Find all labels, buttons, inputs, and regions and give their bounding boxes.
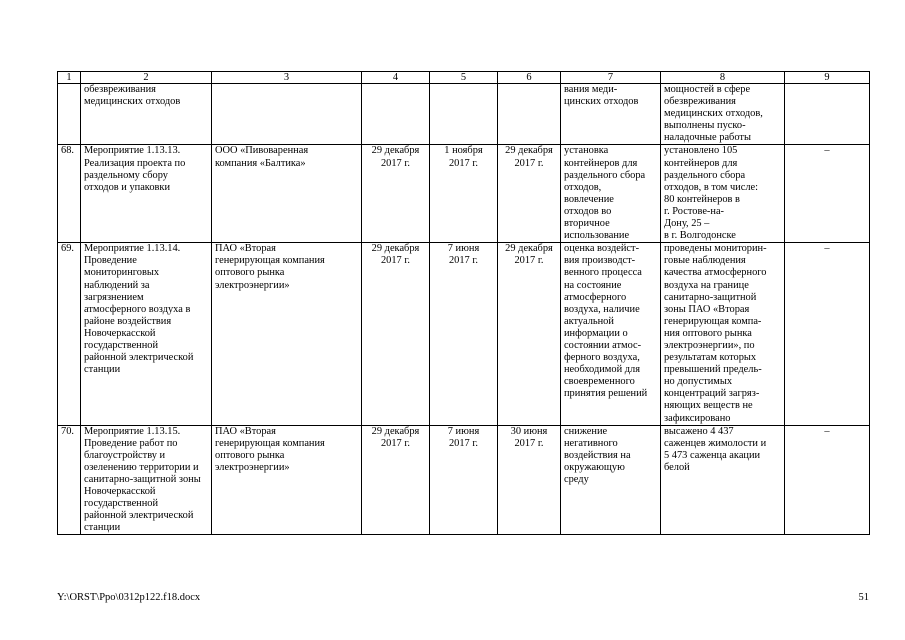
column-number-row xyxy=(58,72,870,84)
actual-start-cell: 1 ноября 2017 г. xyxy=(430,145,498,243)
note-cell xyxy=(785,84,870,145)
header-cell: 7 xyxy=(561,72,661,84)
page-number: 51 xyxy=(858,592,869,603)
row-number: 68. xyxy=(58,145,81,243)
header-cell: 3 xyxy=(212,72,362,84)
planned-date-cell: 29 декабря 2017 г. xyxy=(362,425,430,535)
expected-result-cell: снижение негативного воздействия на окружающую среду xyxy=(561,425,661,535)
header-cell: 2 xyxy=(81,72,212,84)
document-path: Y:\ORST\Ppo\0312p122.f18.docx xyxy=(57,592,201,603)
row-number xyxy=(58,84,81,145)
actual-start-cell: 7 июня 2017 г. xyxy=(430,243,498,425)
actual-end-cell: 29 декабря 2017 г. xyxy=(498,243,561,425)
actual-result-cell: проведены мониторин- говые наблюдения качества атмосферного воздуха на границе санитарно-защитной зоны ПАО «Вторая генерирующая компа- ния оптового рынка электроэнергии», по результатам которых превышений предель- но допустимых концентраций загряз- няющих веществ не зафиксировано xyxy=(661,243,785,425)
header-cell: 6 xyxy=(498,72,561,84)
executor-cell: ООО «Пивоваренная компания «Балтика» xyxy=(212,145,362,243)
continuation-row xyxy=(58,84,870,145)
actual-result-cell: мощностей в сфере обезвреживания медицинских отходов, выполнены пуско- наладочные работы xyxy=(661,84,785,145)
note-cell: – xyxy=(785,425,870,535)
actual-end-cell: 30 июня 2017 г. xyxy=(498,425,561,535)
expected-result-cell: установка контейнеров для раздельного сбора отходов, вовлечение отходов во вторичное использование xyxy=(561,145,661,243)
planned-date-cell: 29 декабря 2017 г. xyxy=(362,145,430,243)
measure-cell: Мероприятие 1.13.14. Проведение мониторинговых наблюдений за загрязнением атмосферного воздуха в районе воздействия Новочеркасской государственной районной электрической станции xyxy=(81,243,212,425)
header-cell: 9 xyxy=(785,72,870,84)
header-cell: 8 xyxy=(661,72,785,84)
actual-end-cell: 29 декабря 2017 г. xyxy=(498,145,561,243)
executor-cell: ПАО «Вторая генерирующая компания оптового рынка электроэнергии» xyxy=(212,243,362,425)
header-cell: 1 xyxy=(58,72,81,84)
measure-cell: обезвреживания медицинских отходов xyxy=(81,84,212,145)
expected-result-cell: оценка воздейст- вия производст- венного процесса на состояние атмосферного воздуха, наличие актуальной информации о состоянии атмос- ферного воздуха, необходимой для своевременного принятия решений xyxy=(561,243,661,425)
row-number: 69. xyxy=(58,243,81,425)
note-cell: – xyxy=(785,145,870,243)
actual-end-cell xyxy=(498,84,561,145)
actual-start-cell xyxy=(430,84,498,145)
header-cell: 4 xyxy=(362,72,430,84)
table-row xyxy=(58,145,870,243)
row-number: 70. xyxy=(58,425,81,535)
actual-result-cell: установлено 105 контейнеров для раздельного сбора отходов, в том числе: 80 контейнеров в г. Ростове-на- Дону, 25 – в г. Волгодонске xyxy=(661,145,785,243)
table-row xyxy=(58,425,870,535)
planned-date-cell: 29 декабря 2017 г. xyxy=(362,243,430,425)
expected-result-cell: вания меди- цинских отходов xyxy=(561,84,661,145)
header-cell: 5 xyxy=(430,72,498,84)
executor-cell: ПАО «Вторая генерирующая компания оптового рынка электроэнергии» xyxy=(212,425,362,535)
actual-start-cell: 7 июня 2017 г. xyxy=(430,425,498,535)
note-cell: – xyxy=(785,243,870,425)
measures-table xyxy=(57,71,870,535)
measure-cell: Мероприятие 1.13.13. Реализация проекта по раздельному сбору отходов и упаковки xyxy=(81,145,212,243)
executor-cell xyxy=(212,84,362,145)
measure-cell: Мероприятие 1.13.15. Проведение работ по благоустройству и озеленению территории и санитарно-защитной зоны Новочеркасской государственной районной электрической станции xyxy=(81,425,212,535)
planned-date-cell xyxy=(362,84,430,145)
actual-result-cell: высажено 4 437 саженцев жимолости и 5 473 саженца акации белой xyxy=(661,425,785,535)
table-row xyxy=(58,243,870,425)
